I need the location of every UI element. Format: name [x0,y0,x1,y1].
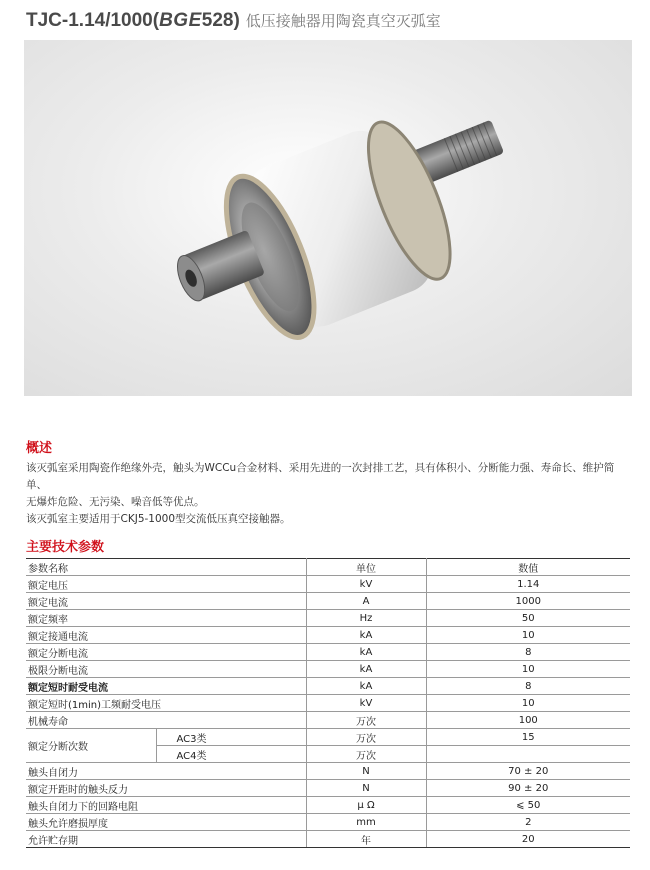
brand-logo: BGE [159,10,202,31]
value-cell: 10 [426,695,630,712]
value-cell [426,746,630,763]
unit-cell: kA [306,627,426,644]
param-cell: 触头自闭力下的回路电阻 [26,797,306,814]
param-cell: 额定开距时的触头反力 [26,780,306,797]
brand-number: 528) [201,10,240,31]
unit-cell: 万次 [306,712,426,729]
header-value: 数值 [426,559,630,576]
param-cell: 额定分断次数 [26,729,156,763]
unit-cell: 万次 [306,746,426,763]
value-cell: 2 [426,814,630,831]
value-cell: 8 [426,678,630,695]
specs-table [26,558,630,848]
unit-cell: kV [306,576,426,593]
param-cell: 额定分断电流 [26,644,306,661]
overview-heading: 概述 [26,441,53,456]
value-cell: 1.14 [426,576,630,593]
value-cell: 1000 [426,593,630,610]
value-cell: 20 [426,831,630,848]
unit-cell: mm [306,814,426,831]
param-cell: 额定短时耐受电流 [26,678,306,695]
category-cell: AC3类 [156,729,306,746]
table-row [26,780,630,797]
value-cell: ⩽ 50 [426,797,630,814]
table-row [26,610,630,627]
unit-cell: kA [306,661,426,678]
param-cell: 允许贮存期 [26,831,306,848]
unit-cell: 万次 [306,729,426,746]
vacuum-interrupter-icon [24,40,632,396]
overview-line: 该灭弧室主要适用于CKJ5-1000型交流低压真空接触器。 [26,513,291,525]
param-cell: 额定接通电流 [26,627,306,644]
value-cell: 10 [426,661,630,678]
table-row [26,695,630,712]
table-row [26,644,630,661]
unit-cell: N [306,763,426,780]
value-cell: 8 [426,644,630,661]
table-row [26,576,630,593]
unit-cell: kV [306,695,426,712]
header-param: 参数名称 [26,559,306,576]
unit-cell: kA [306,678,426,695]
param-cell: 极限分断电流 [26,661,306,678]
category-cell: AC4类 [156,746,306,763]
header-unit: 单位 [306,559,426,576]
unit-cell: N [306,780,426,797]
model-number: TJC-1.14/1000( [26,10,160,31]
value-cell: 50 [426,610,630,627]
unit-cell: kA [306,644,426,661]
table-header-row [26,559,630,576]
value-cell: 15 [426,729,630,746]
value-cell: 70 ± 20 [426,763,630,780]
param-cell: 额定电压 [26,576,306,593]
table-row [26,814,630,831]
table-row [26,678,630,695]
param-cell: 机械寿命 [26,712,306,729]
param-cell: 额定频率 [26,610,306,627]
table-row [26,831,630,848]
param-cell: 触头允许磨损厚度 [26,814,306,831]
unit-cell: 年 [306,831,426,848]
table-row [26,593,630,610]
overview-line: 无爆炸危险、无污染、噪音低等优点。 [26,496,205,508]
table-row [26,661,630,678]
product-photo [24,40,632,396]
overview-text [26,460,630,528]
product-description: 低压接触器用陶瓷真空灭弧室 [245,12,441,30]
value-cell: 90 ± 20 [426,780,630,797]
table-row [26,763,630,780]
unit-cell: Hz [306,610,426,627]
param-cell: 触头自闭力 [26,763,306,780]
param-cell: 额定短时(1min)工频耐受电压 [26,695,306,712]
table-row [26,729,630,746]
value-cell: 100 [426,712,630,729]
table-row [26,627,630,644]
unit-cell: A [306,593,426,610]
table-row [26,712,630,729]
overview-line: 该灭弧室采用陶瓷作绝缘外壳，触头为WCCu合金材料、采用先进的一次封排工艺，具有体积小、分断能力强、寿命长、维护简单、 [26,462,615,491]
unit-cell: μ Ω [306,797,426,814]
param-cell: 额定电流 [26,593,306,610]
page-title [26,10,441,34]
specs-heading: 主要技术参数 [26,540,105,555]
value-cell: 10 [426,627,630,644]
table-row [26,797,630,814]
